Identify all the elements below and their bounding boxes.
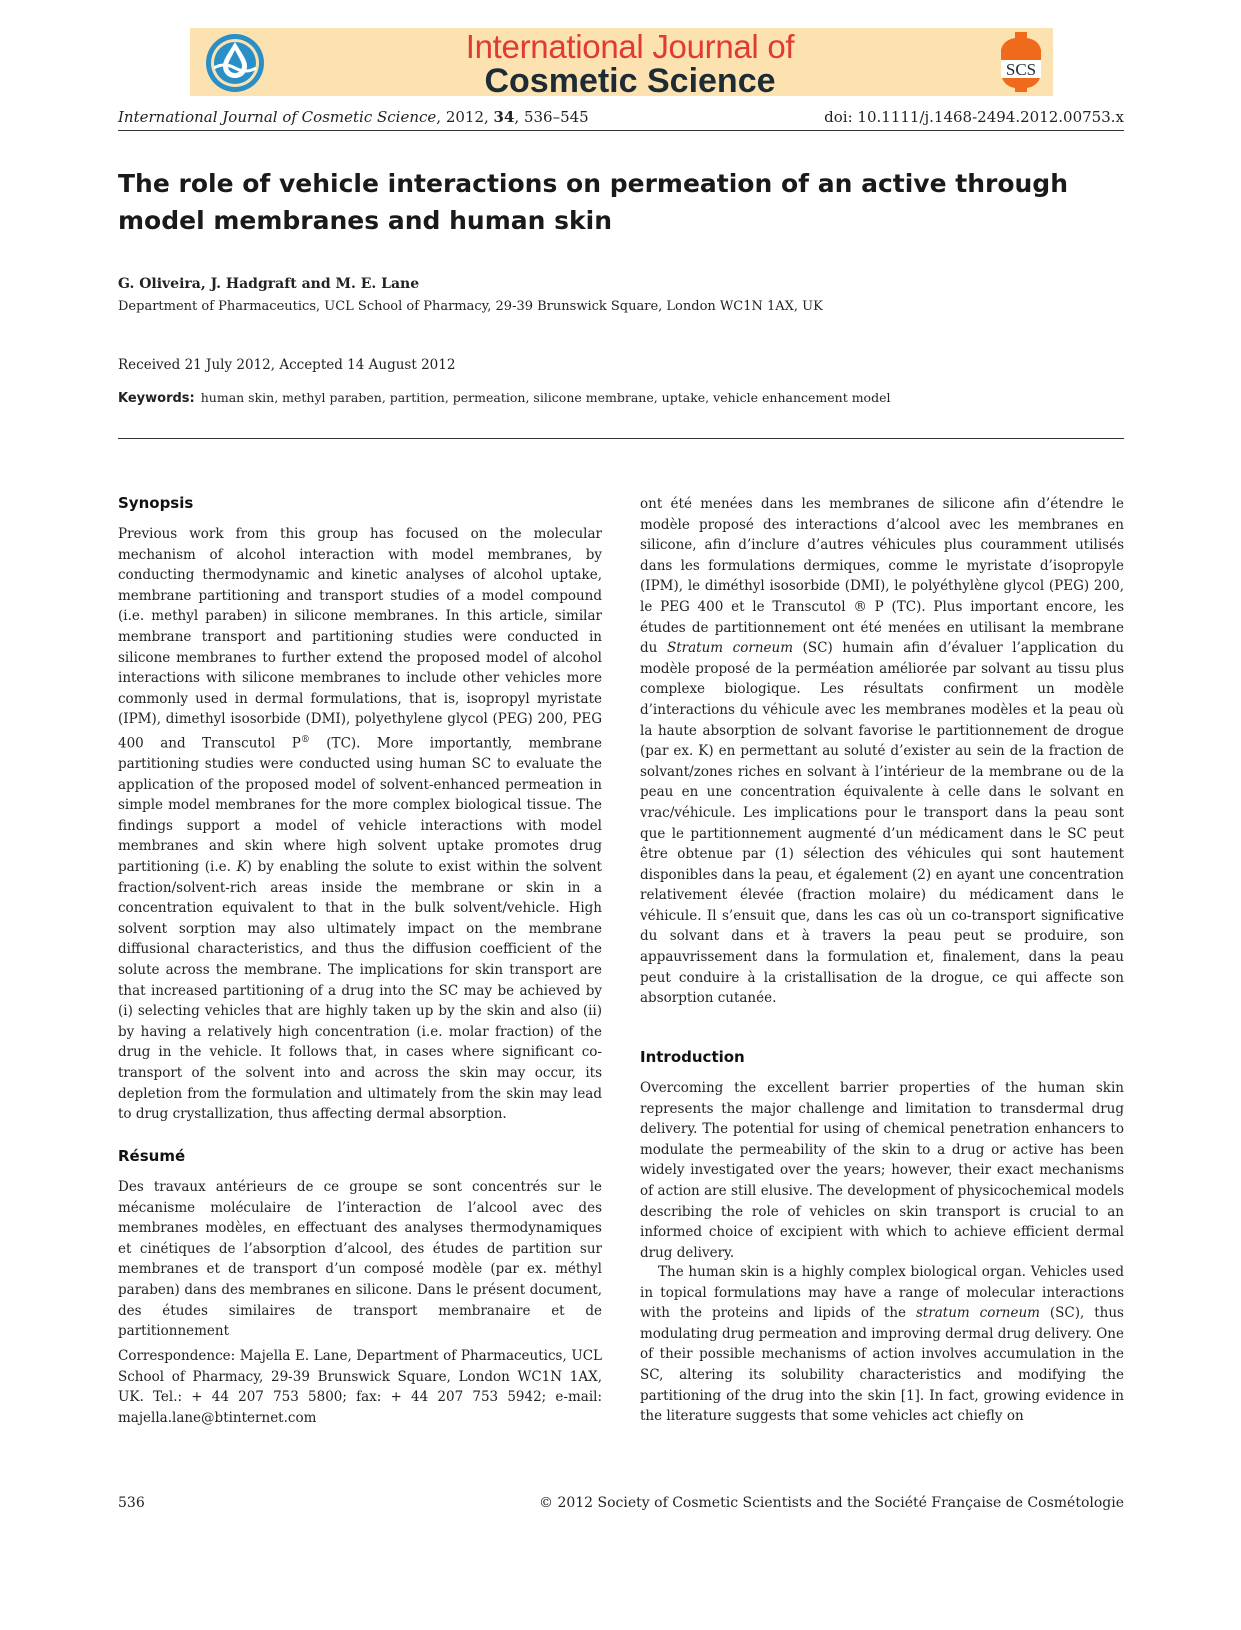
resume-heading: Résumé	[118, 1147, 186, 1165]
resume-text-part: (SC) humain afin d’évaluer l’application du modèle proposé de la perméation améliorée par solvant au tissu plus complexe biologique. Les résultats confirment un modèle d’interactions du véhicule avec les membranes modèles et la peau où la haute absorption de solvant favorise le partitionnement de drogue (par ex. K) en permettant au soluté d’exister au sein de la fraction de solvant/zones riches en solvant à l’intérieur de la membrane ou de la peau en une concentration équivalente à celle dans le solvant en vrac/véhicule. Les implications pour le transport dans la peau sont que le partitionnement augmenté d’un médicament dans le SC peut être obtenue par (1) sélection des véhicules qui sont hautement disponibles dans la peau, et également (2) en ayant une concentration relativement élevée (fraction molaire) du médicament dans le véhicule. Il s’ensuit que, dans les cas où un co-transport significative du solvant dans et à travers la peau peut se produire, son appauvrissement dans la formulation et, finalement, dans la peau peut conduire à la cristallisation de la drogue, ce qui affecte son absorption cutanée.	[640, 640, 1124, 1007]
running-head	[118, 108, 1124, 131]
synopsis-text-part: (TC). More importantly, membrane partitioning studies were conducted using human SC to evaluate the application of the proposed model of solvent-enhanced permeation in simple model membranes for the more complex biological tissue. The findings support a model of vehicle interactions with model membranes and skin where high solvent uptake promotes drug partitioning (i.e.	[118, 735, 602, 875]
registered-mark: ®	[300, 734, 310, 745]
copyright: © 2012 Society of Cosmetic Scientists and the Société Française de Cosmétologie	[539, 1495, 1124, 1511]
introduction-paragraph-2	[640, 1262, 1124, 1427]
journal-banner	[190, 28, 1053, 100]
scs-logo-icon	[995, 30, 1047, 94]
keywords-label: Keywords:	[118, 391, 195, 406]
header-divider	[118, 438, 1124, 439]
authors: G. Oliveira, J. Hadgraft and M. E. Lane	[118, 276, 420, 292]
doi: doi: 10.1111/j.1468-2494.2012.00753.x	[824, 108, 1124, 126]
article-title: The role of vehicle interactions on permeation of an active through model membranes and human skin	[118, 169, 1068, 235]
resume-text-continued	[640, 494, 1124, 1009]
keywords-list: human skin, methyl paraben, partition, permeation, silicone membrane, uptake, vehicle enhancement model	[200, 390, 891, 405]
synopsis-text	[118, 524, 602, 1125]
journal-title-line2: Cosmetic Science	[484, 62, 776, 100]
introduction-text-part: (SC), thus modulating drug permeation and improving dermal drug delivery. One of their possible mechanisms of action involves accumulation in the SC, altering its solubility characteristics and modifying the partitioning of the drug into the skin [1]. In fact, growing evidence in the literature suggests that some vehicles act chiefly on	[640, 1305, 1124, 1425]
synopsis-k: K	[236, 859, 247, 875]
synopsis-heading: Synopsis	[118, 494, 194, 512]
journal-title	[420, 30, 840, 98]
introduction-heading: Introduction	[640, 1048, 745, 1066]
introduction-text-part: The human skin is a highly complex biological organ. Vehicles used in topical formulations may have a range of molecular interactions with the proteins and lipids of the	[640, 1264, 1124, 1322]
journal-name: International Journal of Cosmetic Science	[118, 108, 437, 126]
correspondence: Correspondence: Majella E. Lane, Department of Pharmaceutics, UCL School of Pharmacy, 29-39 Brunswick Square, London WC1N 1AX, UK. Tel.: + 44 207 753 5800; fax: + 44 207 753 5942; e-mail: majella.lane@btinternet.com	[118, 1348, 602, 1426]
citation-volume: 34	[493, 108, 515, 126]
scs-logo-text: SCS	[1005, 60, 1037, 79]
synopsis-text-part: Previous work from this group has focused on the molecular mechanism of alcohol interaction with model membranes, by conducting thermodynamic and kinetic analyses of alcohol uptake, membrane partitioning and transport studies of a model compound (i.e. methyl paraben) in silicone membranes. In this article, similar membrane transport and partitioning studies were conducted in silicone membranes to further extend the proposed model of alcohol interactions with silicone membranes to include other vehicles more commonly used in dermal formulations, that is, isopropyl myristate (IPM), dimethyl isosorbide (DMI), polyethylene glycol (PEG) 200, PEG 400 and Transcutol P	[118, 526, 602, 752]
introduction-paragraph-1: Overcoming the excellent barrier properties of the human skin represents the major challenge and limitation to transdermal drug delivery. The potential for using of chemical penetration enhancers to modulate the permeability of the skin to a drug or active has been widely investigated over the years; however, their exact mechanisms of action are still elusive. The development of physicochemical models describing the role of vehicles on skin transport is crucial to an informed choice of excipient with which to achieve efficient dermal drug delivery.	[640, 1080, 1124, 1261]
resume-text: Des travaux antérieurs de ce groupe se sont concentrés sur le mécanisme moléculaire de l’interaction de l’alcool avec des membranes modèles, en effectuant des analyses thermodynamiques et cinétiques de l’absorption d’alcool, des études de partition sur membranes et de transport d’un composé modèle (par ex. méthyl paraben) dans des membranes en silicone. Dans le présent document, des études similaires de transport membranaire et de partitionnement	[118, 1179, 602, 1340]
journal-title-line1: International Journal of	[465, 28, 795, 65]
stratum-corneum-term: stratum corneum	[915, 1305, 1040, 1322]
keywords	[118, 390, 890, 406]
journal-logo-icon	[204, 32, 266, 94]
citation-pages: , 536–545	[514, 108, 589, 126]
received-date: Received 21 July 2012, Accepted 14 August 2012	[118, 357, 456, 373]
affiliation: Department of Pharmaceutics, UCL School of Pharmacy, 29-39 Brunswick Square, London WC1N 1AX, UK	[118, 299, 823, 314]
citation	[118, 108, 589, 126]
citation-year: , 2012,	[436, 108, 494, 126]
stratum-corneum-term: Stratum corneum	[666, 640, 794, 657]
synopsis-text-part: ) by enabling the solute to exist within the solvent fraction/solvent-rich areas inside the membrane or skin in a concentration equivalent to that in the bulk solvent/vehicle. High solvent sorption may also ultimately impact on the membrane diffusional characteristics, and thus the diffusion coefficient of the solute across the membrane. The implications for skin transport are that increased partitioning of a drug into the SC may be achieved by (i) selecting vehicles that are highly taken up by the skin and also (ii) by having a relatively high concentration (i.e. molar fraction) of the drug in the vehicle. It follows that, in cases where significant co-transport of the solvent into and across the skin may occur, its depletion from the formulation and ultimately from the skin may lead to drug crystallization, thus affecting dermal absorption.	[118, 859, 602, 1123]
resume-text-part: ont été menées dans les membranes de silicone afin d’étendre le modèle proposé des interactions d’alcool avec les membranes en silicone, afin d’inclure d’autres véhicules plus couramment utilisés dans les formulations dermiques, comme le myristate d’isopropyle (IPM), le diméthyl isosorbide (DMI), le polyéthylène glycol (PEG) 200, le PEG 400 et le Transcutol ® P (TC). Plus important encore, les études de partitionnement ont été menées en utilisant la membrane du	[640, 496, 1124, 657]
page-number: 536	[118, 1495, 145, 1511]
